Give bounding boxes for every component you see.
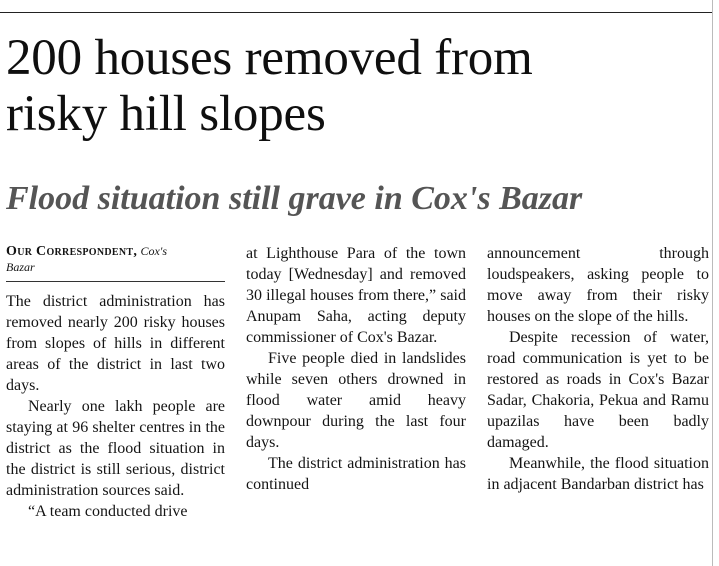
column-1 xyxy=(6,243,225,522)
paragraph: Five people died in landslides while seven others drowned in flood water amid heavy downpour during the last four days. xyxy=(246,350,466,451)
paragraph: Despite recession of water, road communication is yet to be restored as roads in Cox's Bazar Sadar, Chakoria, Pekua and Ramu upazilas have been badly damaged. xyxy=(487,329,709,451)
byline-rule xyxy=(6,281,225,282)
headline xyxy=(6,30,710,142)
paragraph: “A team conducted drive xyxy=(28,503,188,520)
headline-line-2: risky hill slopes xyxy=(6,86,326,142)
byline-place-2: Bazar xyxy=(6,260,35,274)
byline-place-1: Cox's xyxy=(140,244,168,258)
paragraph: The district administration has removed nearly 200 risky houses from slopes of hills in different areas of the district in last two days. xyxy=(6,293,225,394)
paragraph: announcement through loudspeakers, asking people to move away from their risky houses on the slope of the hills. xyxy=(487,245,709,325)
byline xyxy=(6,243,225,275)
byline-name: Our Correspondent, xyxy=(6,244,138,259)
headline-line-1: 200 houses removed from xyxy=(6,30,533,86)
paragraph: Nearly one lakh people are staying at 96 shelter centres in the district as the flood situation in the district is still serious, district administration sources said. xyxy=(6,398,225,499)
column-2 xyxy=(246,243,466,495)
right-edge-rule xyxy=(712,0,713,566)
paragraph: The district administration has continued xyxy=(246,455,466,493)
subheadline: Flood situation still grave in Cox's Bazar xyxy=(6,180,583,217)
top-rule xyxy=(0,12,712,13)
paragraph: Meanwhile, the flood situation in adjacent Bandarban district has xyxy=(487,455,709,493)
column-3 xyxy=(487,243,709,495)
cropped-previous-line xyxy=(0,0,719,8)
paragraph: at Lighthouse Para of the town today [Wednesday] and removed 30 illegal houses from there,” said Anupam Saha, acting deputy commissioner of Cox's Bazar. xyxy=(246,245,466,346)
